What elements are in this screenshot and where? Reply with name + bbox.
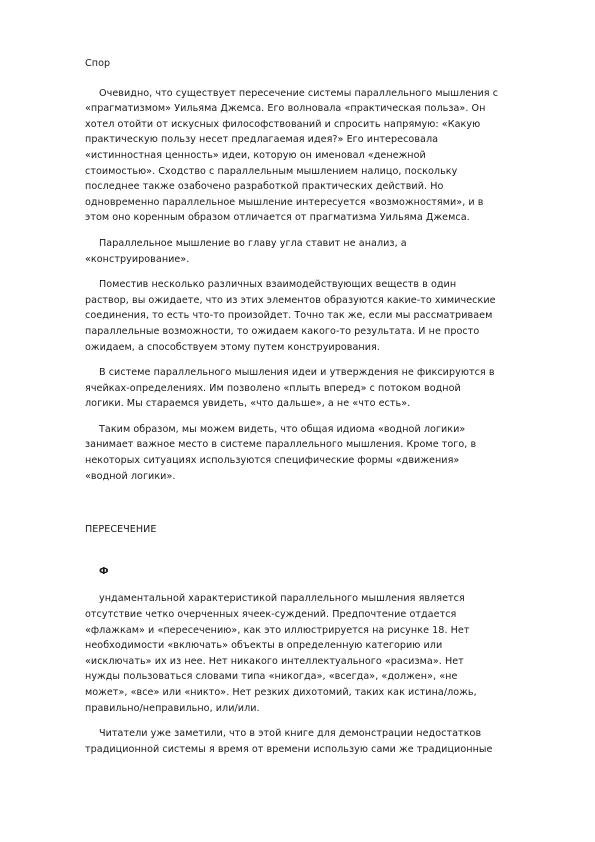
- section-heading: ПЕРЕСЕЧЕНИЕ: [85, 524, 157, 536]
- paragraph-line: хотел отойти от искусных философствований и спросить напрямую: «Какую: [85, 118, 481, 130]
- paragraph-line: «водной логики».: [85, 470, 176, 482]
- document-title: Спор: [85, 58, 111, 69]
- paragraph: [85, 591, 555, 716]
- paragraph-line: традиционной системы я время от времени использую сами же традиционные: [85, 743, 493, 755]
- section-intersection-paragraphs: [85, 591, 555, 757]
- paragraph: [85, 277, 555, 355]
- paragraph-line: «флажкам» и «пересечению», как это иллюстрируется на рисунке 18. Нет: [85, 624, 470, 636]
- paragraph-line: отсутствие четко очерченных ячеек-суждений. Предпочтение отдается: [85, 609, 457, 621]
- paragraph-line: правильно/неправильно, или/или.: [85, 702, 260, 714]
- paragraph-line: может», «все» или «никто». Нет резких дихотомий, таких как истина/ложь,: [85, 687, 477, 698]
- drop-cap-letter: Ф: [99, 565, 109, 577]
- paragraph-line: последнее также озабочено разработкой практических действий. Но: [85, 181, 444, 193]
- paragraph-line: стоимостью». Сходство с параллельным мышлением налицо, поскольку: [85, 165, 458, 177]
- paragraph-line: ундаментальной характеристикой параллельного мышления является: [99, 593, 465, 605]
- paragraph-line: некоторых ситуациях используются специфические формы «движения»: [85, 455, 460, 467]
- paragraph-line: Таким образом, мы можем видеть, что общая идиома «водной логики»: [99, 423, 466, 435]
- paragraph-line: «исключать» их из нее. Нет никакого интеллектуального «расизма». Нет: [85, 655, 464, 667]
- section-spor-paragraphs: [85, 86, 555, 485]
- paragraph-line: Очевидно, что существует пересечение системы параллельного мышления с: [99, 87, 499, 99]
- paragraph-line: ячейках-определениях. Им позволено «плыть вперед» с потоком водной: [85, 382, 461, 394]
- paragraph-line: «конструирование».: [85, 253, 190, 265]
- paragraph-line: «прагматизмом» Уильяма Джемса. Его волновала «практическая польза». Он: [85, 103, 486, 115]
- paragraph-line: В системе параллельного мышления идеи и утверждения не фиксируются в: [99, 367, 495, 379]
- paragraph-line: параллельные возможности, то ожидаем какого-то результата. И не просто: [85, 325, 480, 337]
- paragraph-line: необходимости «включать» объекты в определенную категорию или: [85, 640, 443, 652]
- paragraph: [85, 365, 555, 412]
- paragraph-line: нужды пользоваться словами типа «никогда», «всегда», «должен», «не: [85, 671, 458, 683]
- paragraph: [85, 86, 555, 226]
- paragraph: [85, 422, 555, 484]
- paragraph-line: одновременно параллельное мышление интересуется «возможностями», и в: [85, 196, 484, 208]
- paragraph-line: соединения, то есть что-то произойдет. Точно так же, если мы рассматриваем: [85, 310, 493, 322]
- paragraph-line: этом оно коренным образом отличается от прагматизма Уильяма Джемса.: [85, 212, 470, 224]
- paragraph: [85, 236, 555, 267]
- paragraph-line: «истинностная ценность» идеи, которую он именовал «денежной: [85, 149, 426, 161]
- paragraph-line: Поместив несколько различных взаимодействующих веществ в один: [99, 279, 457, 291]
- paragraph-line: Читатели уже заметили, что в этой книге для демонстрации недостатков: [99, 728, 482, 740]
- document-body: [85, 56, 555, 757]
- paragraph: [85, 726, 555, 757]
- paragraph-line: раствор, вы ожидаете, что из этих элементов образуются какие-то химические: [85, 294, 496, 306]
- paragraph-line: Параллельное мышление во главу угла ставит не анализ, а: [99, 237, 407, 249]
- paragraph-line: логики. Мы стараемся увидеть, «что дальше», а не «что есть».: [85, 398, 411, 410]
- paragraph-line: ожидаем, а способствуем этому путем конструирования.: [85, 341, 380, 353]
- paragraph-line: практическую пользу несет предлагаемая идея?» Его интересовала: [85, 134, 439, 146]
- paragraph-line: занимает важное место в системе параллельного мышления. Кроме того, в: [85, 439, 477, 451]
